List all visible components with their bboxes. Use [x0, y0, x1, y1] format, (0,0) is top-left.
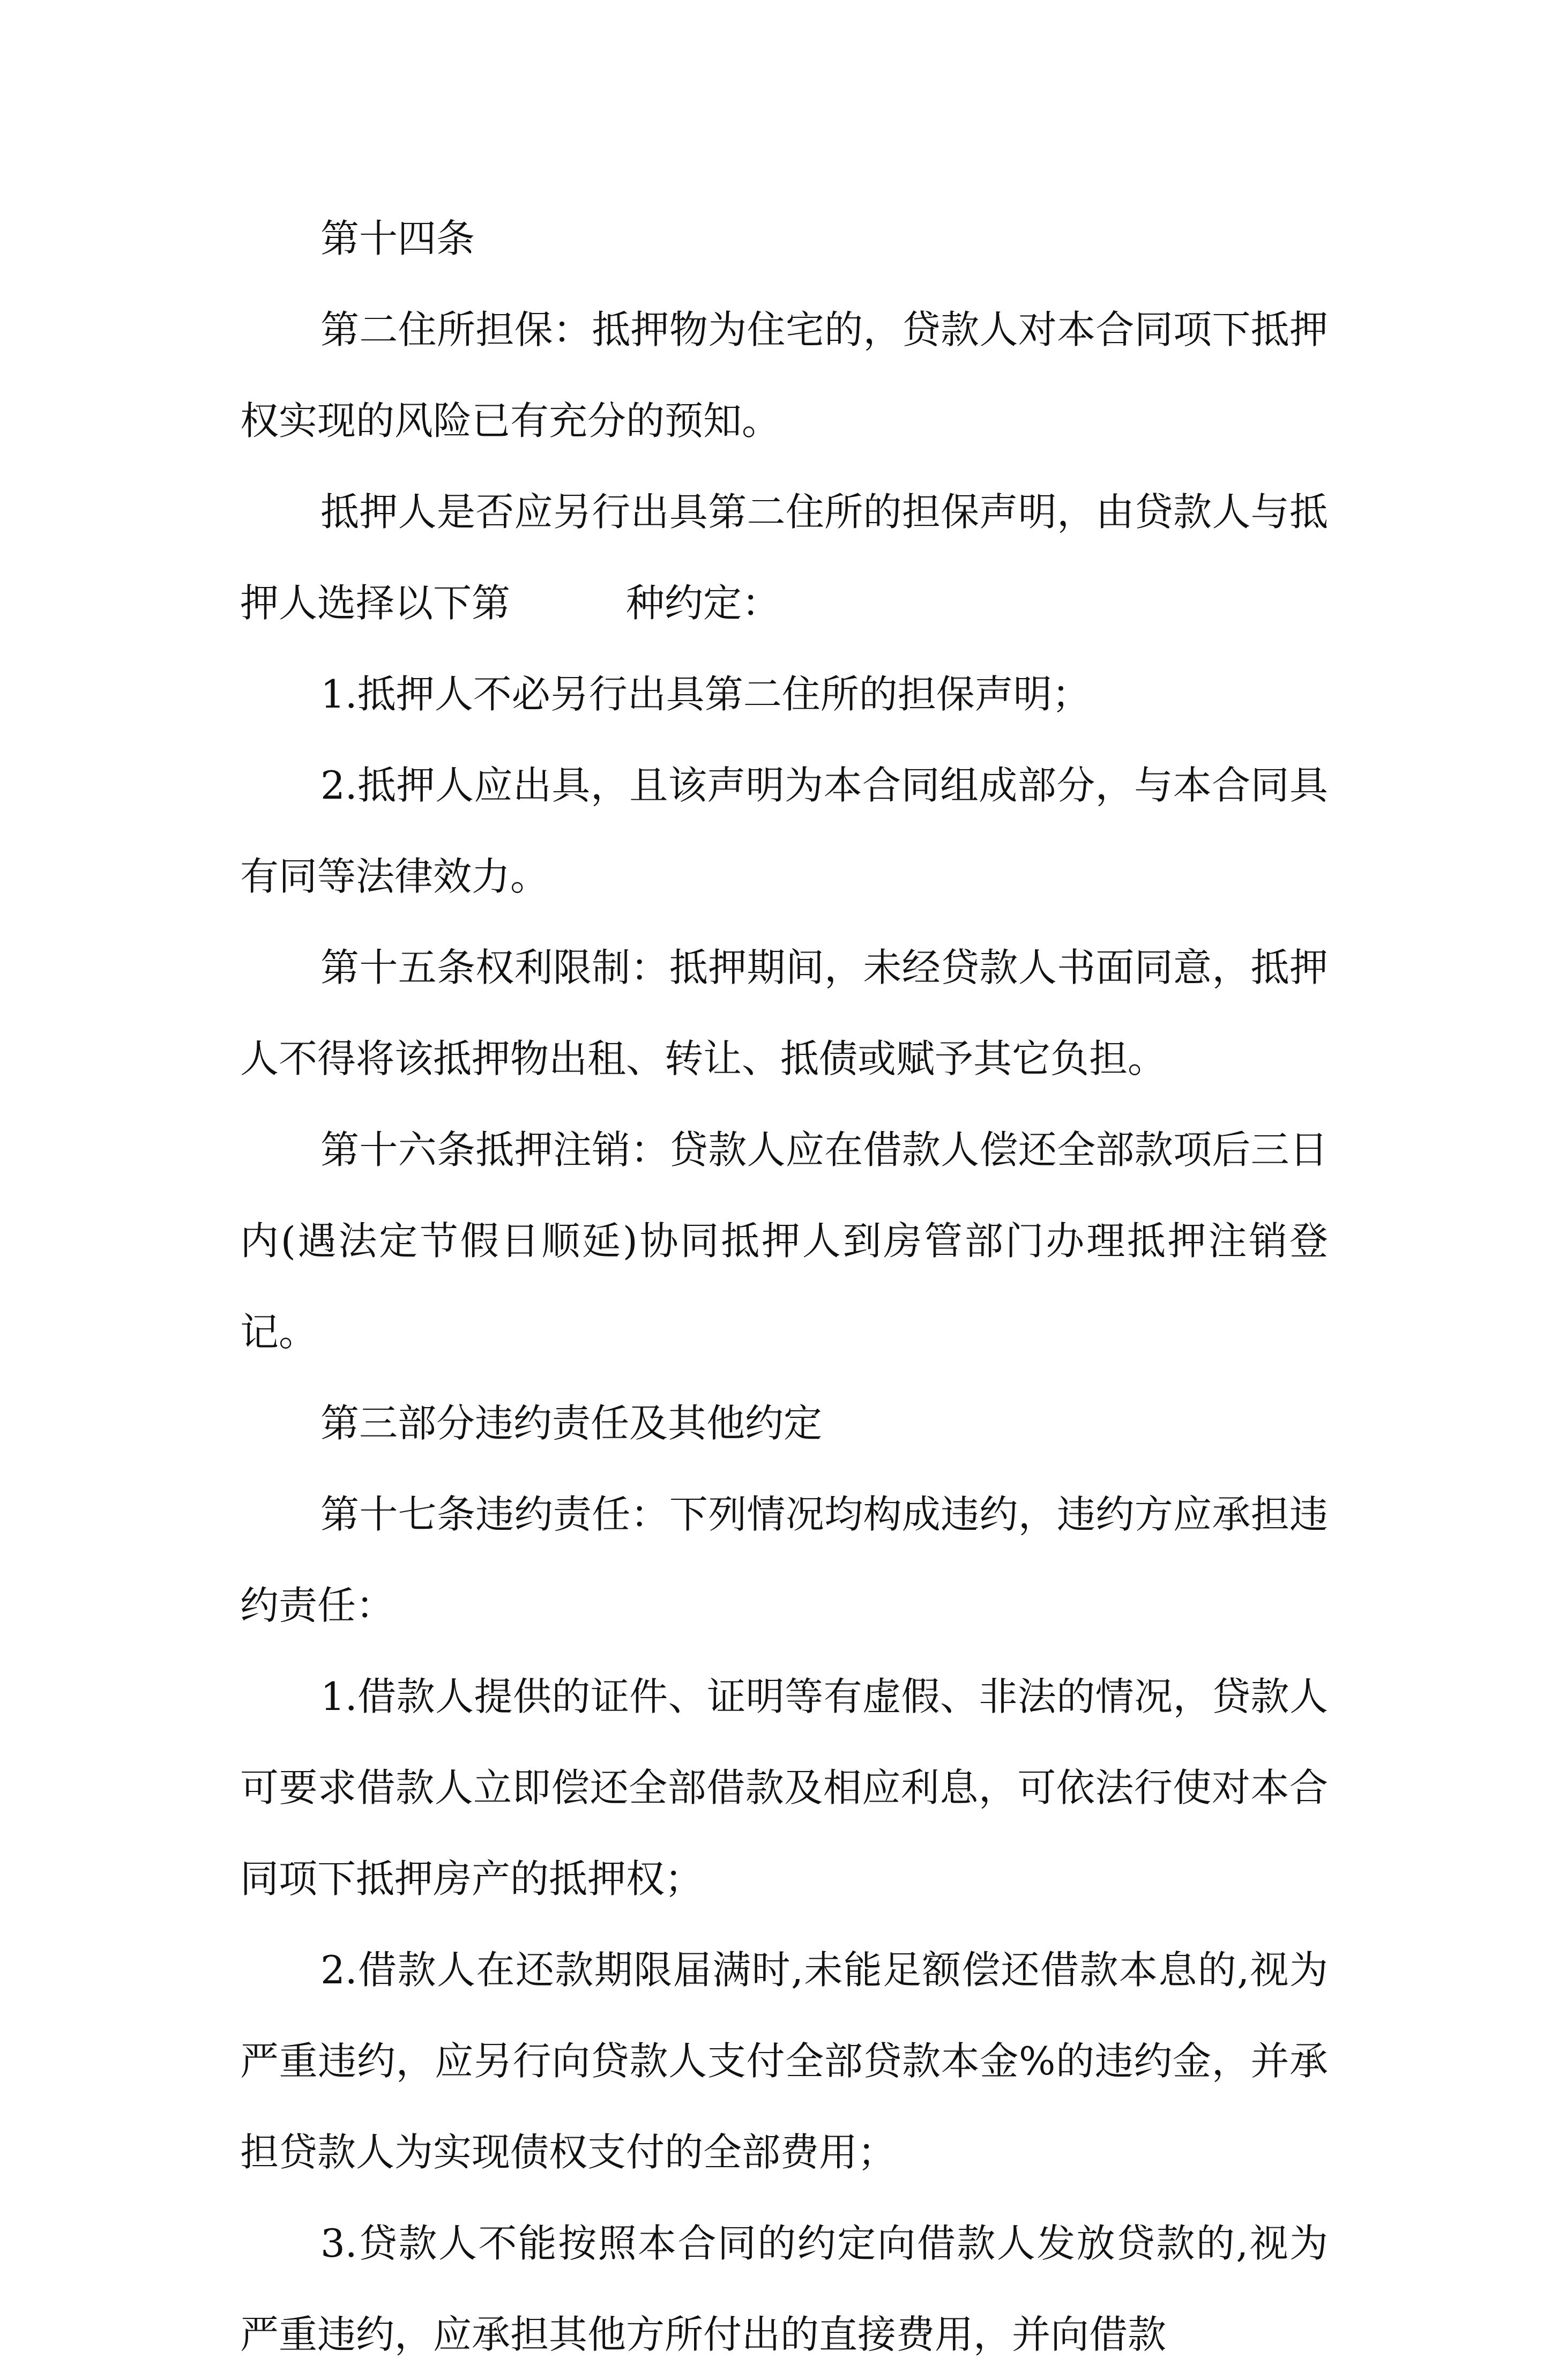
article-17-paragraph: 第十七条违约责任：下列情况均构成违约，违约方应承担违约责任：	[240, 1492, 1328, 1628]
article-16-paragraph: 第十六条抵押注销：贷款人应在借款人偿还全部款项后三日内(遇法定节假日顺延)协同抵押人到房管部门办理抵押注销登记。	[240, 1127, 1328, 1355]
document-body	[240, 193, 1328, 2380]
part-3-heading: 第三部分违约责任及其他约定	[320, 1401, 823, 1446]
option-2-paragraph: 2.抵押人应出具，且该声明为本合同组成部分，与本合同具有同等法律效力。	[240, 763, 1328, 899]
second-residence-guarantee-paragraph: 第二住所担保：抵押物为住宅的，贷款人对本合同项下抵押权实现的风险已有充分的预知。	[240, 307, 1328, 443]
article-15-paragraph: 第十五条权利限制：抵押期间，未经贷款人书面同意，抵押人不得将该抵押物出租、转让、抵债或赋予其它负担。	[240, 945, 1328, 1081]
breach-item-1-paragraph: 1.借款人提供的证件、证明等有虚假、非法的情况，贷款人可要求借款人立即偿还全部借款及相应利息，可依法行使对本合同项下抵押房产的抵押权；	[240, 1674, 1328, 1901]
breach-item-2-paragraph: 2.借款人在还款期限届满时,未能足额偿还借款本息的,视为严重违约，应另行向贷款人支付全部贷款本金%的违约金，并承担贷款人为实现债权支付的全部费用；	[240, 1947, 1328, 2175]
breach-item-3-paragraph: 3.贷款人不能按照本合同的约定向借款人发放贷款的,视为严重违约，应承担其他方所付出的直接费用，并向借款	[240, 2221, 1328, 2357]
guarantee-statement-choice-paragraph: 抵押人是否应另行出具第二住所的担保声明，由贷款人与抵押人选择以下第 种约定：	[240, 489, 1328, 626]
option-1-paragraph: 1.抵押人不必另行出具第二住所的担保声明；	[320, 672, 1091, 717]
article-14-heading: 第十四条	[320, 216, 475, 261]
